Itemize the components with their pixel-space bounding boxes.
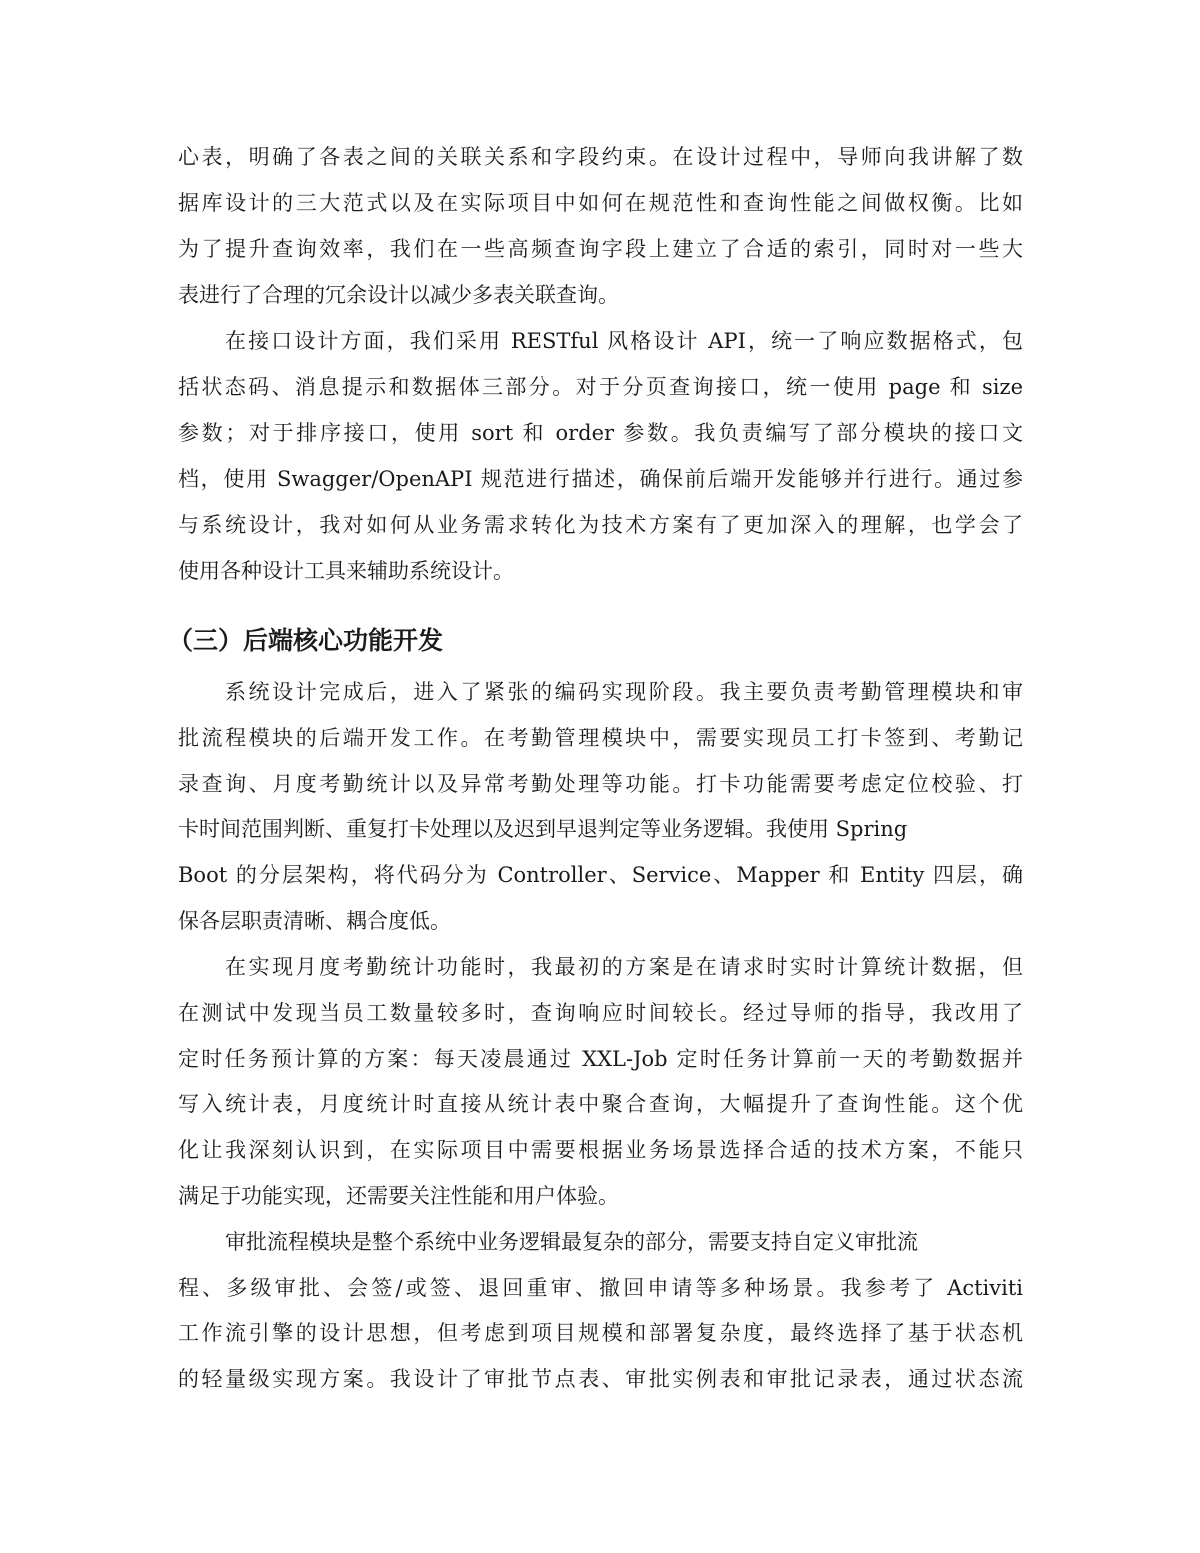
paragraph-line: 程、多级审批、会签/或签、退回重审、撤回申请等多种场景。我参考了 Activiti (178, 1276, 1023, 1300)
paragraph-line: 系统设计完成后，进入了紧张的编码实现阶段。我主要负责考勤管理模块和审 (225, 680, 1023, 704)
paragraph-line: 定时任务预计算的方案：每天凌晨通过 XXL-Job 定时任务计算前一天的考勤数据并 (178, 1047, 1023, 1071)
paragraph-line: 写入统计表，月度统计时直接从统计表中聚合查询，大幅提升了查询性能。这个优 (178, 1092, 1023, 1116)
paragraph-line: 工作流引擎的设计思想，但考虑到项目规模和部署复杂度，最终选择了基于状态机 (178, 1321, 1023, 1345)
paragraph-line: 卡时间范围判断、重复打卡处理以及迟到早退判定等业务逻辑。我使用 Spring (178, 817, 908, 841)
paragraph-line: 使用各种设计工具来辅助系统设计。 (178, 559, 514, 583)
paragraph-line: 在接口设计方面，我们采用 RESTful 风格设计 API，统一了响应数据格式，包 (225, 329, 1023, 353)
paragraph-line: 化让我深刻认识到，在实际项目中需要根据业务场景选择合适的技术方案，不能只 (178, 1138, 1023, 1162)
paragraph-line: 批流程模块的后端开发工作。在考勤管理模块中，需要实现员工打卡签到、考勤记 (178, 726, 1023, 750)
paragraph-line: 满足于功能实现，还需要关注性能和用户体验。 (178, 1184, 619, 1208)
paragraph-line: Boot 的分层架构，将代码分为 Controller、Service、Mapper 和 Entity 四层，确 (178, 863, 1023, 887)
paragraph-line: 保各层职责清晰、耦合度低。 (178, 909, 451, 933)
paragraph-line: 为了提升查询效率，我们在一些高频查询字段上建立了合适的索引，同时对一些大 (178, 237, 1023, 261)
paragraph-line: 与系统设计，我对如何从业务需求转化为技术方案有了更加深入的理解，也学会了 (178, 513, 1023, 537)
paragraph-line: 心表，明确了各表之间的关联关系和字段约束。在设计过程中，导师向我讲解了数 (178, 145, 1023, 169)
paragraph-line: 档，使用 Swagger/OpenAPI 规范进行描述，确保前后端开发能够并行进行。通过参 (178, 467, 1023, 491)
paragraph-line: 的轻量级实现方案。我设计了审批节点表、审批实例表和审批记录表，通过状态流 (178, 1367, 1023, 1391)
section-heading: （三）后端核心功能开发 (168, 626, 444, 655)
paragraph-line: 表进行了合理的冗余设计以减少多表关联查询。 (178, 283, 619, 307)
paragraph-line: 审批流程模块是整个系统中业务逻辑最复杂的部分，需要支持自定义审批流 (225, 1230, 918, 1254)
paragraph-line: 在测试中发现当员工数量较多时，查询响应时间较长。经过导师的指导，我改用了 (178, 1001, 1023, 1025)
paragraph-line: 据库设计的三大范式以及在实际项目中如何在规范性和查询性能之间做权衡。比如 (178, 191, 1023, 215)
paragraph-line: 在实现月度考勤统计功能时，我最初的方案是在请求时实时计算统计数据，但 (225, 955, 1023, 979)
paragraph-line: 参数；对于排序接口，使用 sort 和 order 参数。我负责编写了部分模块的接口文 (178, 421, 1023, 445)
paragraph-line: 括状态码、消息提示和数据体三部分。对于分页查询接口，统一使用 page 和 size (178, 375, 1023, 399)
paragraph-line: 录查询、月度考勤统计以及异常考勤处理等功能。打卡功能需要考虑定位校验、打 (178, 772, 1023, 796)
